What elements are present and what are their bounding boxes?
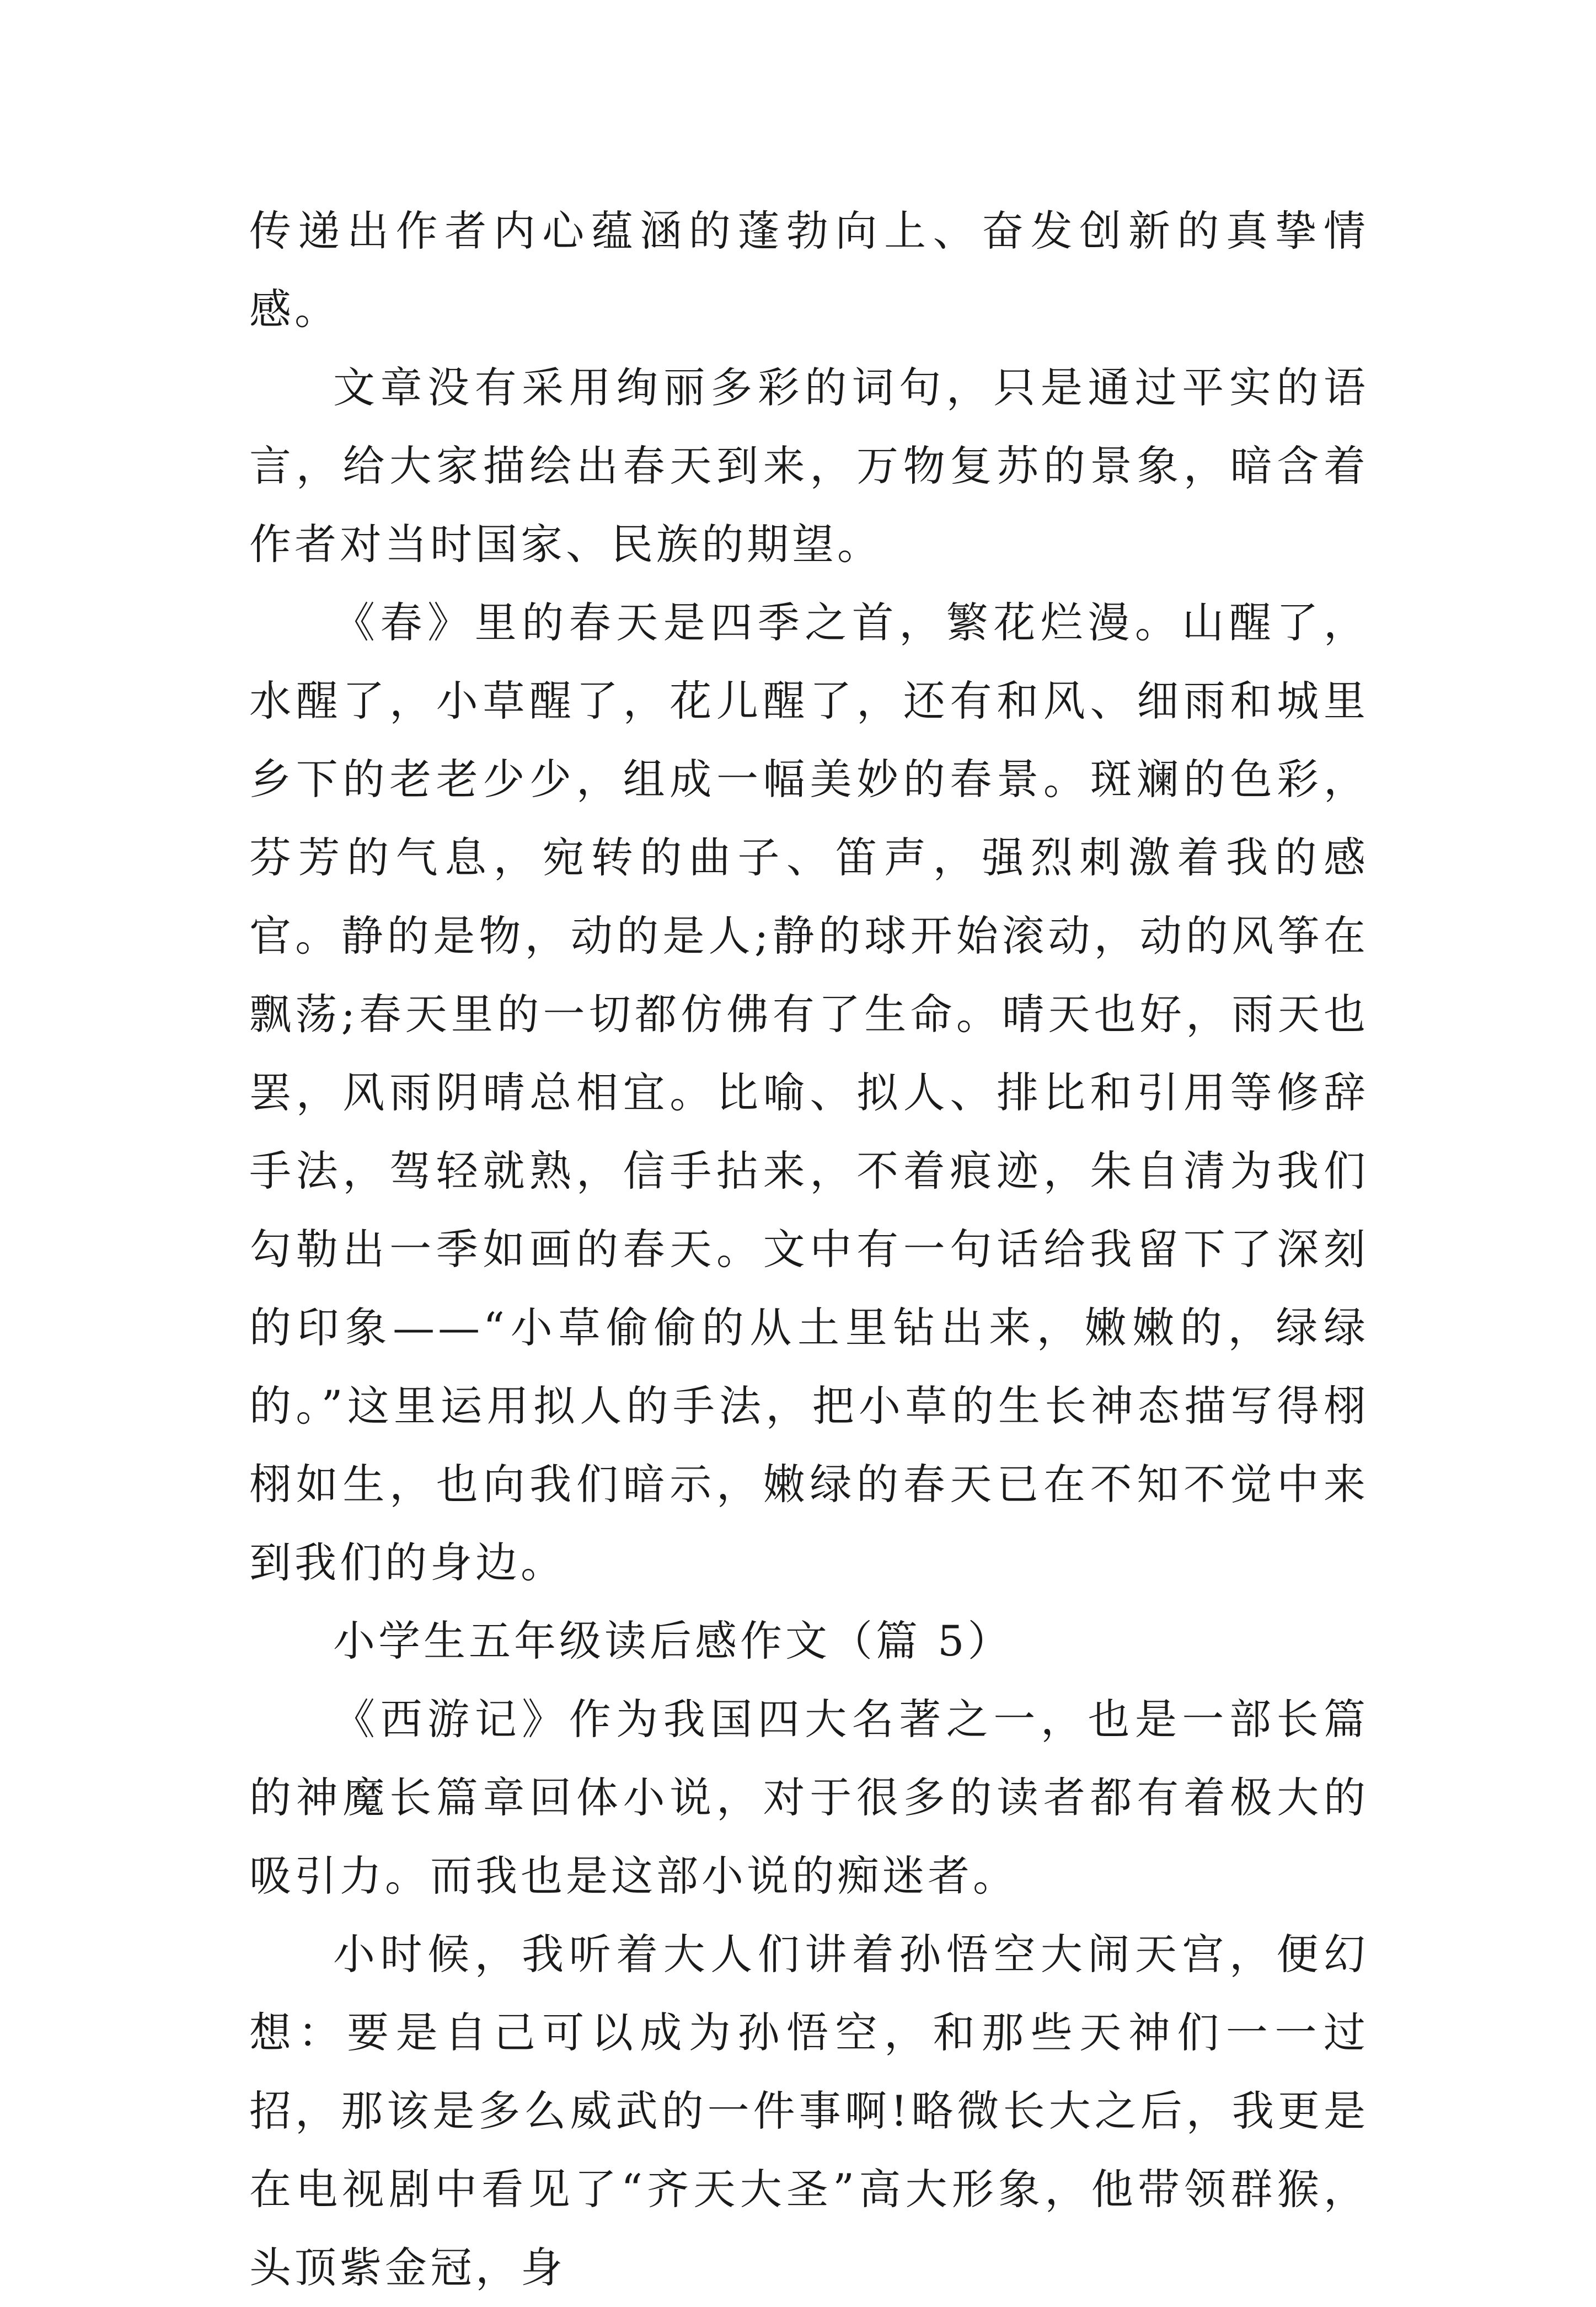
paragraph-spring-description: 《春》里的春天是四季之首，繁花烂漫。山醒了，水醒了，小草醒了，花儿醒了，还有和风、细雨和城里乡下的老老少少，组成一幅美妙的春景。斑斓的色彩，芬芳的气息，宛转的曲子、笛声，强烈刺激着我的感官。静的是物，动的是人;静的球开始滚动，动的风筝在飘荡;春天里的一切都仿佛有了生命。晴天也好，雨天也罢，风雨阴晴总相宜。比喻、拟人、排比和引用等修辞手法，驾轻就熟，信手拈来，不着痕迹，朱自清为我们勾勒出一季如画的春天。文中有一句话给我留下了深刻的印象——“小草偷偷的从土里钻出来，嫩嫩的，绿绿的。”这里运用拟人的手法，把小草的生长神态描写得栩栩如生，也向我们暗示，嫩绿的春天已在不知不觉中来到我们的身边。: [249, 598, 1369, 1587]
paragraph-language-style: 文章没有采用绚丽多彩的词句，只是通过平实的语言，给大家描绘出春天到来，万物复苏的景象，暗含着作者对当时国家、民族的期望。: [249, 363, 1369, 569]
paragraph-continuation: 传递出作者内心蕴涵的蓬勃向上、奋发创新的真挚情感。: [249, 206, 1369, 334]
paragraph-childhood-memory: 小时候，我听着大人们讲着孙悟空大闹天宫，便幻想：要是自己可以成为孙悟空，和那些天神们一一过招，那该是多么威武的一件事啊!略微长大之后，我更是在电视剧中看见了“齐天大圣”高大形象，他带领群猴，头顶紫金冠，身: [249, 1930, 1369, 2292]
paragraph-journey-west-intro: 《西游记》作为我国四大名著之一，也是一部长篇的神魔长篇章回体小说，对于很多的读者都有着极大的吸引力。而我也是这部小说的痴迷者。: [249, 1695, 1369, 1900]
article-body: [249, 192, 1369, 2307]
section-heading: 小学生五年级读后感作文（篇 5）: [333, 1616, 1013, 1665]
